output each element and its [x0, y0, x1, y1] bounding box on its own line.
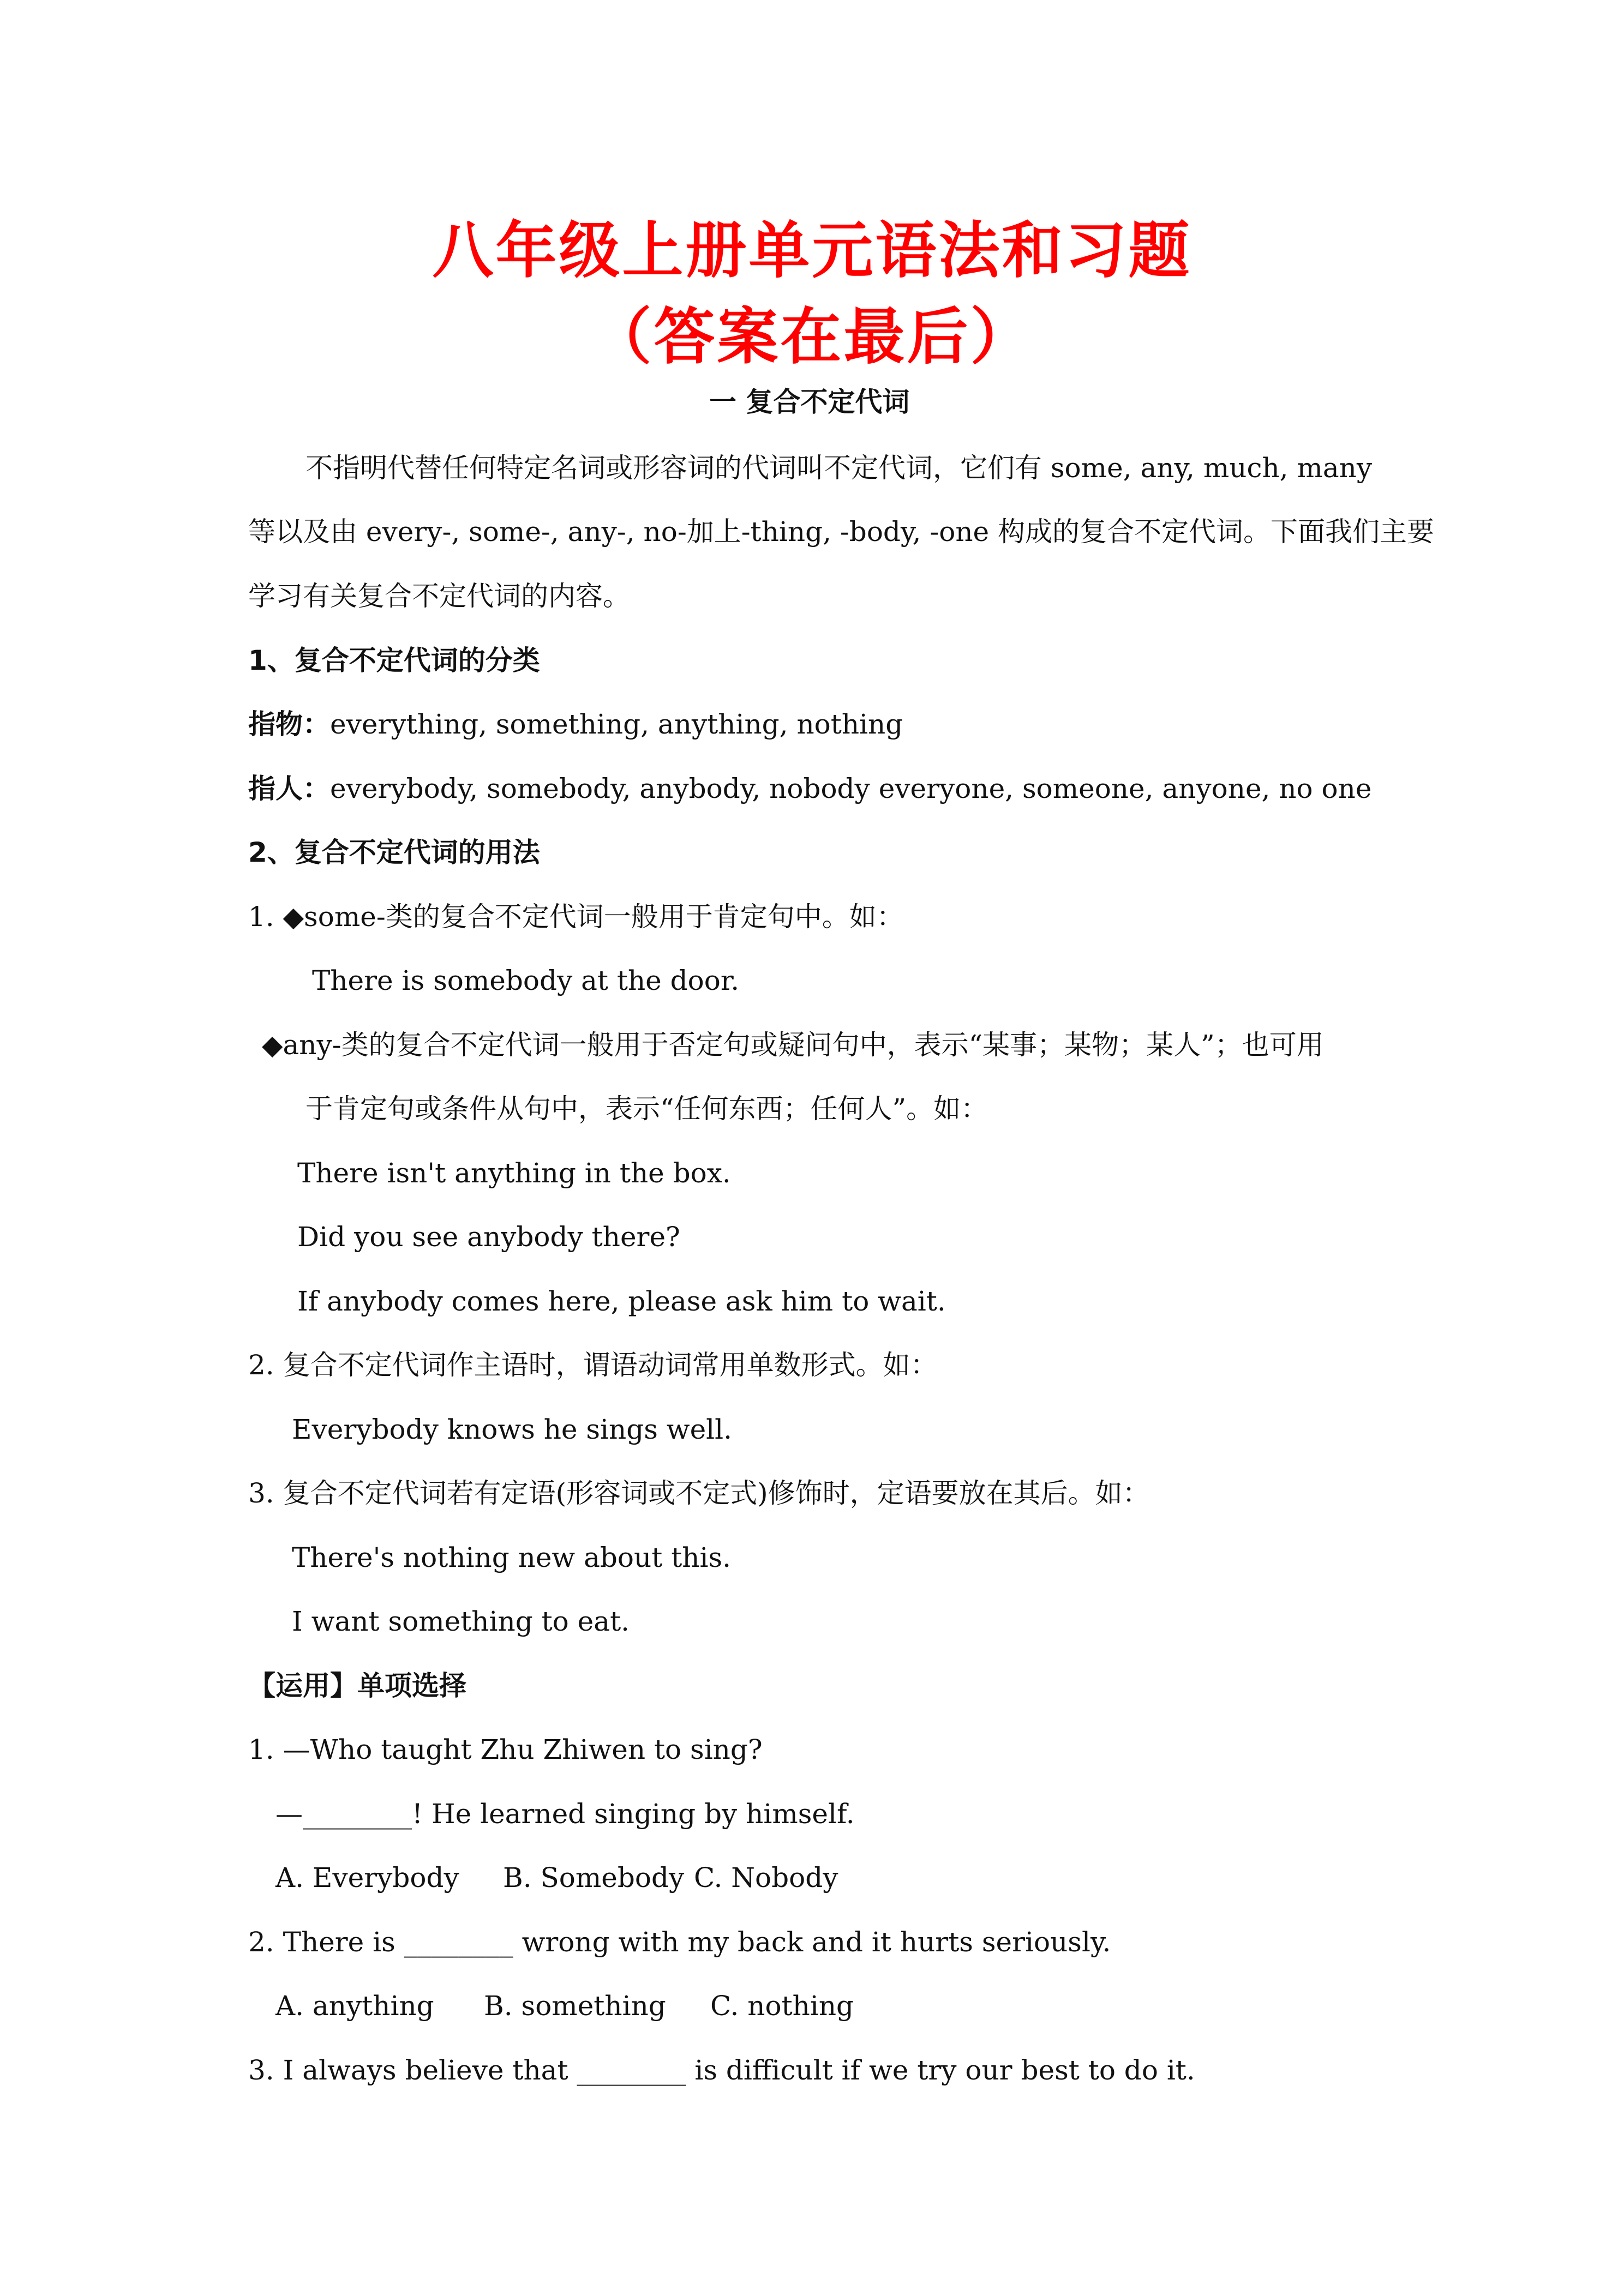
rule-2: 2. 复合不定代词作主语时，谓语动词常用单数形式。如：	[248, 1349, 938, 1381]
question-1: 1. —Who taught Zhu Zhiwen to sing?	[248, 1734, 763, 1765]
document-subtitle: （答案在最后）	[590, 302, 1034, 372]
things-label: 指物：	[248, 708, 330, 740]
part2-heading: 2、复合不定代词的用法	[248, 837, 540, 868]
question-1-option-a: A. Everybody	[275, 1862, 459, 1894]
rule-1: 1. ◆some-类的复合不定代词一般用于肯定句中。如：	[248, 901, 904, 933]
question-2-option-a: A. anything	[275, 1990, 434, 2022]
things-row	[248, 708, 903, 740]
people-words: everybody, somebody, anybody, nobody everyone, someone, anyone, no one	[330, 773, 1372, 804]
question-2-option-b: B. something	[484, 1990, 666, 2022]
question-2: 2. There is ________ wrong with my back and it hurts seriously.	[248, 1926, 1111, 1958]
example-1: There is somebody at the door.	[312, 965, 740, 996]
intro-line-3: 学习有关复合不定代词的内容。	[248, 580, 630, 612]
question-1-option-b: B. Somebody	[503, 1862, 685, 1894]
document-title: 八年级上册单元语法和习题	[432, 215, 1192, 286]
rule-1b-line-2: 于肯定句或条件从句中，表示“任何东西；任何人”。如：	[305, 1093, 988, 1125]
rule-3: 3. 复合不定代词若有定语(形容词或不定式)修饰时，定语要放在其后。如：	[248, 1477, 1150, 1509]
exercise-heading: 【运用】单项选择	[248, 1670, 466, 1702]
example-3: Did you see anybody there?	[297, 1221, 680, 1253]
question-1-option-c: C. Nobody	[694, 1862, 838, 1894]
example-2: There isn't anything in the box.	[297, 1157, 731, 1189]
intro-line-2: 等以及由 every-, some-, any-, no-加上-thing, -body, -one 构成的复合不定代词。下面我们主要	[248, 516, 1434, 548]
people-label: 指人：	[248, 773, 330, 804]
question-3: 3. I always believe that ________ is difficult if we try our best to do it.	[248, 2054, 1195, 2086]
example-5: Everybody knows he sings well.	[292, 1414, 733, 1445]
example-7: I want something to eat.	[292, 1606, 630, 1637]
intro-line-1: 不指明代替任何特定名词或形容词的代词叫不定代词，它们有 some, any, much, many	[305, 452, 1373, 484]
example-4: If anybody comes here, please ask him to wait.	[297, 1285, 946, 1317]
rule-1b-line-1: ◆any-类的复合不定代词一般用于否定句或疑问句中，表示“某事；某物；某人”；也可用	[262, 1029, 1324, 1061]
things-words: everything, something, anything, nothing	[330, 708, 903, 740]
section-heading: 一 复合不定代词	[709, 386, 910, 418]
example-6: There's nothing new about this.	[292, 1542, 732, 1573]
question-1-answer-line: —________! He learned singing by himself.	[275, 1798, 855, 1830]
people-row	[248, 775, 1371, 802]
part1-heading: 1、复合不定代词的分类	[248, 645, 540, 676]
question-2-option-c: C. nothing	[710, 1990, 854, 2022]
